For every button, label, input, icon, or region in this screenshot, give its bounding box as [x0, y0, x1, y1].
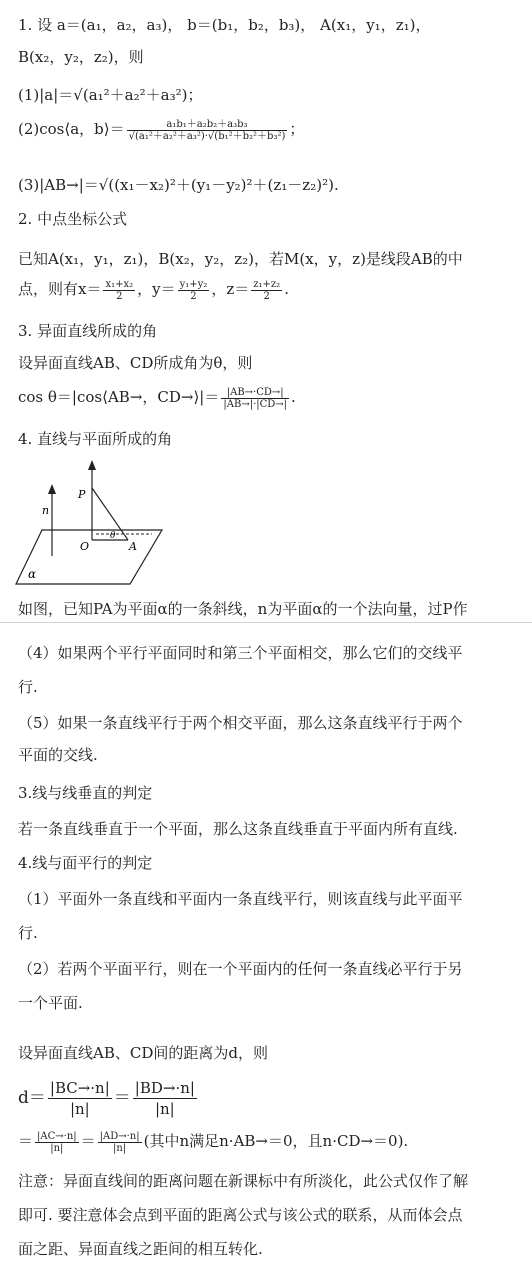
sec2-p2-z: ，z＝	[211, 280, 250, 298]
PO-arrow-head	[88, 460, 96, 470]
item-a1-line2: 行.	[18, 924, 38, 942]
formula-angle	[18, 386, 296, 410]
midpoint-x-den: 2	[116, 290, 123, 302]
plane-alpha	[16, 530, 162, 584]
midpoint-z-den: 2	[263, 290, 270, 302]
dist-f3-num: |AC→·n|	[37, 1130, 77, 1142]
sec4-p1: 如图，已知PA为平面α的一条斜线，n为平面α的一个法向量，过P作	[18, 600, 468, 618]
midpoint-y-num: y₁+y₂	[179, 278, 208, 290]
formula-2-lead: (2)cos⟨a，b⟩＝	[18, 120, 125, 138]
sec2-title: 2. 中点坐标公式	[18, 210, 128, 228]
midpoint-x-fraction	[103, 279, 135, 302]
item-a2-line1: （2）若两个平面平行，则在一个平面内的任何一条直线必平行于另	[18, 960, 463, 978]
formula-angle-fraction	[221, 387, 289, 410]
item-5-line1: （5）如果一条直线平行于两个相交平面，那么这条直线平行于两个	[18, 714, 463, 732]
sec2-p2	[18, 278, 289, 302]
label-O: O	[80, 540, 90, 553]
label-n: n	[42, 504, 50, 517]
dist-f2-num: |BD→·n|	[134, 1079, 195, 1097]
formula-angle-num: |AB→·CD→|	[221, 387, 289, 399]
formula-2-numerator: a₁b₁＋a₂b₂＋a₃b₃	[127, 119, 288, 131]
dist-f4-den: |n|	[113, 1142, 127, 1154]
sec1-head: 1. 设 a＝(a₁，a₂，a₃)， b＝(b₁，b₂，b₃)， A(x₁，y₁，z₁)，	[18, 16, 431, 34]
dist-fraction-3	[35, 1131, 79, 1154]
item-5-line2: 平面的交线.	[18, 746, 98, 764]
dist-fraction-2	[133, 1078, 197, 1119]
dist-fraction-4	[98, 1131, 142, 1154]
dist-d-lead: d＝	[18, 1088, 46, 1108]
formula-2-denominator: √(a₁²＋a₂²＋a₃²)·√(b₁²＋b₂²＋b₃²)	[128, 130, 286, 142]
formula-angle-tail: .	[291, 388, 296, 406]
midpoint-y-den: 2	[190, 290, 197, 302]
midpoint-z-fraction	[251, 279, 282, 302]
dist-formula-2	[18, 1130, 408, 1154]
sec2-p2-y: ，y＝	[137, 280, 176, 298]
midpoint-y-fraction	[178, 279, 210, 302]
formula-2-fraction	[127, 119, 288, 142]
sec3-p1: 设异面直线AB、CD所成角为θ，则	[18, 354, 253, 372]
formula-3: (3)|AB→|＝√((x₁－x₂)²＋(y₁－y₂)²＋(z₁－z₂)²).	[18, 176, 339, 194]
sec3-title: 3. 异面直线所成的角	[18, 322, 158, 340]
label-P: P	[78, 488, 86, 501]
dist-fraction-1	[48, 1078, 112, 1119]
heading-3: 3.线与线垂直的判定	[18, 784, 153, 802]
dist-f1-num: |BC→·n|	[49, 1079, 110, 1097]
formula-angle-lead: cos θ＝|cos⟨AB→，CD→⟩|＝	[18, 388, 220, 406]
line-plane-angle-figure	[12, 458, 172, 590]
page-divider	[0, 622, 532, 623]
midpoint-x-num: x₁+x₂	[105, 278, 134, 290]
dist-eq-2: ＝	[80, 1132, 96, 1150]
dist-f4-num: |AD→·n|	[99, 1130, 140, 1142]
dist-f2-den: |n|	[154, 1100, 175, 1118]
item-a1-line1: （1）平面外一条直线和平面内一条直线平行，则该直线与此平面平	[18, 890, 463, 908]
sec2-p2-tail: .	[284, 280, 289, 298]
item-a2-line2: 一个平面.	[18, 994, 83, 1012]
label-A: A	[129, 540, 137, 553]
dist-p1: 设异面直线AB、CD间的距离为d，则	[18, 1044, 268, 1062]
label-theta: θ	[110, 531, 116, 541]
formula-2	[18, 118, 304, 142]
midpoint-z-num: z₁+z₂	[253, 278, 281, 290]
note-line1: 注意：异面直线间的距离问题在新课标中有所淡化，此公式仅作了解	[18, 1172, 469, 1190]
label-alpha: α	[28, 567, 37, 581]
dist-eq: ＝	[113, 1088, 131, 1108]
sec2-p1: 已知A(x₁，y₁，z₁)，B(x₂，y₂，z₂)，若M(x，y，z)是线段AB的中	[18, 250, 463, 268]
note-line3: 面之距、异面直线之距间的相互转化.	[18, 1240, 263, 1258]
dist-formula-1	[18, 1078, 199, 1119]
dist-l2-tail: (其中n满足n·AB→＝0，且n·CD→＝0).	[143, 1132, 409, 1150]
dist-f3-den: |n|	[50, 1142, 64, 1154]
sec1-line2: B(x₂，y₂，z₂)，则	[18, 48, 144, 66]
sec4-title: 4. 直线与平面所成的角	[18, 430, 173, 448]
para-3: 若一条直线垂直于一个平面，那么这条直线垂直于平面内所有直线.	[18, 820, 458, 838]
dist-l2-lead: ＝	[18, 1132, 34, 1150]
sec2-p2-lead: 点，则有x＝	[18, 280, 102, 298]
formula-1: (1)|a|＝√(a₁²＋a₂²＋a₃²)；	[18, 86, 203, 104]
normal-arrow-head	[48, 484, 56, 494]
item-4-line1: （4）如果两个平行平面同时和第三个平面相交，那么它们的交线平	[18, 644, 463, 662]
item-4-line2: 行.	[18, 678, 38, 696]
formula-2-tail: ；	[289, 120, 305, 138]
heading-4: 4.线与面平行的判定	[18, 854, 153, 872]
formula-angle-den: |AB→|·|CD→|	[223, 398, 288, 410]
dist-f1-den: |n|	[69, 1100, 90, 1118]
note-line2: 即可. 要注意体会点到平面的距离公式与该公式的联系，从而体会点	[18, 1206, 463, 1224]
